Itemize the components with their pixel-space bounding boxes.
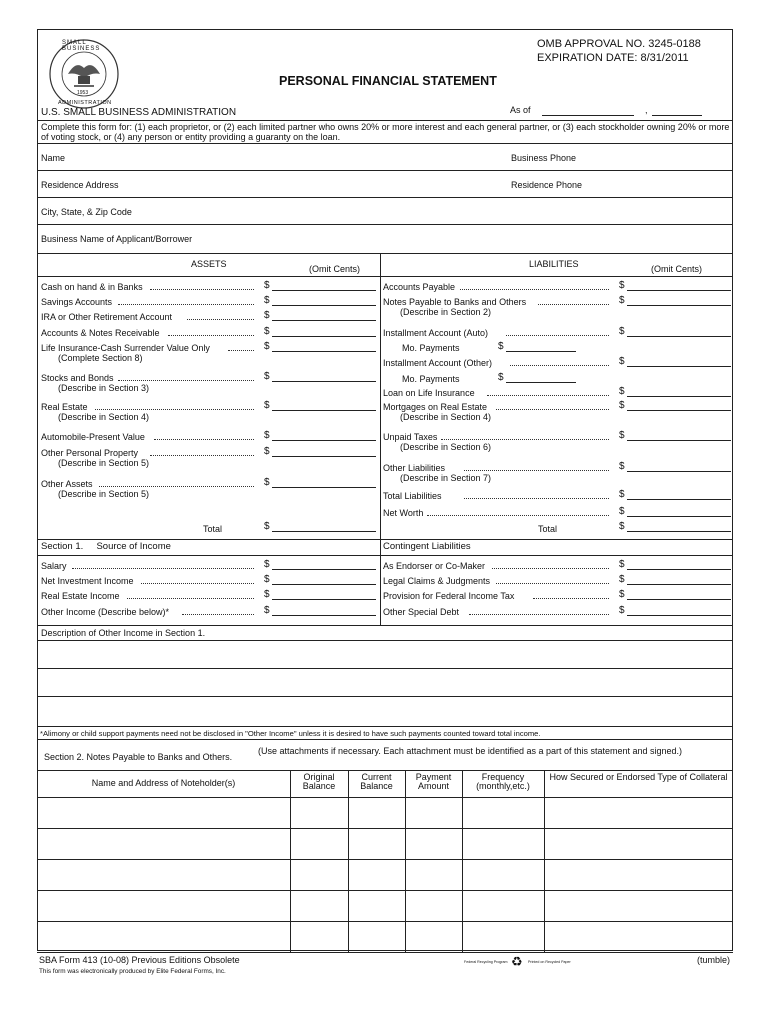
assets-rows-4-field[interactable]	[272, 351, 376, 352]
currency-symbol: $	[264, 605, 270, 616]
as-of-label: As of	[510, 105, 531, 115]
divider	[37, 170, 733, 171]
divider	[37, 555, 733, 556]
leader-dots	[506, 335, 609, 336]
currency-symbol: $	[619, 326, 625, 337]
leader-dots	[127, 598, 254, 599]
leader-dots	[150, 455, 254, 456]
table-cell[interactable]	[545, 829, 732, 858]
leader-dots	[154, 439, 254, 440]
liabilities-rows-9-label: Other Liabilities	[383, 463, 446, 473]
liabilities-rows-7-label: Mortgages on Real Estate	[383, 402, 488, 412]
assets-rows-9-sub: (Describe in Section 5)	[58, 489, 150, 499]
section1-row-3-field[interactable]	[272, 615, 376, 616]
instructions: Complete this form for: (1) each proprietor, or (2) each limited partner who owns 20% or more interest and each general partner, or (3) each stockholder owning 20% or more of voting stock, or (4) any person or entity providing a guaranty on the loan.	[41, 122, 730, 142]
liabilities-rows-9-sub: (Describe in Section 7)	[400, 473, 492, 483]
table-header-1: Original Balance	[302, 772, 336, 791]
leader-dots	[118, 304, 254, 305]
assets-rows-8-sub: (Describe in Section 5)	[58, 458, 150, 468]
assets-total-field[interactable]	[272, 531, 376, 532]
other-income-line-1[interactable]	[38, 641, 732, 668]
currency-symbol: $	[264, 521, 270, 532]
leader-dots	[533, 598, 609, 599]
currency-symbol: $	[264, 477, 270, 488]
table-cell[interactable]	[406, 891, 461, 920]
assets-rows-7-field[interactable]	[272, 440, 376, 441]
currency-symbol: $	[264, 559, 270, 570]
liabilities-rows-8-sub: (Describe in Section 6)	[400, 442, 492, 452]
currency-symbol: $	[264, 295, 270, 306]
leader-dots	[487, 395, 609, 396]
liabilities-total-field[interactable]	[627, 531, 731, 532]
divider	[37, 253, 733, 254]
table-cell[interactable]	[349, 829, 404, 858]
currency-symbol: $	[264, 280, 270, 291]
currency-symbol: $	[264, 371, 270, 382]
leader-dots	[427, 515, 609, 516]
liabilities-rows-11-label: Net Worth	[383, 508, 424, 518]
leader-dots	[95, 409, 254, 410]
assets-rows-6-sub: (Describe in Section 4)	[58, 412, 150, 422]
currency-symbol: $	[498, 372, 504, 383]
table-cell[interactable]	[291, 829, 347, 858]
divider	[37, 224, 733, 225]
section1-row-0-field[interactable]	[272, 569, 376, 570]
table-header-4: Frequency (monthly,etc.)	[476, 772, 530, 791]
table-cell[interactable]	[291, 798, 347, 827]
table-cell[interactable]	[349, 922, 404, 951]
residence-phone-label: Residence Phone	[511, 180, 583, 190]
section1-title: Section 1. Source of Income	[41, 541, 171, 552]
table-cell[interactable]	[291, 891, 347, 920]
assets-rows-5-label: Stocks and Bonds	[41, 373, 114, 383]
agency-name: U.S. SMALL BUSINESS ADMINISTRATION	[41, 107, 237, 118]
table-cell[interactable]	[463, 829, 543, 858]
table-cell[interactable]	[38, 798, 289, 827]
divider	[37, 739, 733, 740]
table-row-divider	[37, 952, 733, 953]
liabilities-rows-8-label: Unpaid Taxes	[383, 432, 438, 442]
other-income-line-3[interactable]	[38, 697, 732, 725]
table-cell[interactable]	[463, 922, 543, 951]
liabilities-rows-4-field[interactable]	[627, 366, 731, 367]
assets-rows-8-field[interactable]	[272, 456, 376, 457]
liabilities-rows-9-field[interactable]	[627, 471, 731, 472]
leader-dots	[141, 583, 254, 584]
liabilities-total-label: Total	[538, 524, 558, 534]
section1-row-1-label: Net Investment Income	[41, 576, 134, 586]
liabilities-rows-7-field[interactable]	[627, 410, 731, 411]
assets-rows-7-label: Automobile-Present Value	[41, 432, 145, 442]
currency-symbol: $	[264, 341, 270, 352]
assets-rows-4-sub: (Complete Section 8)	[58, 353, 143, 363]
contingent-row-1-field[interactable]	[627, 584, 731, 585]
liabilities-rows-6-field[interactable]	[627, 396, 731, 397]
table-cell[interactable]	[349, 860, 404, 889]
leader-dots	[469, 614, 609, 615]
expiration-date: EXPIRATION DATE: 8/31/2011	[537, 52, 689, 64]
contingent-row-2-field[interactable]	[627, 599, 731, 600]
contingent-row-3-field[interactable]	[627, 615, 731, 616]
table-cell[interactable]	[291, 860, 347, 889]
assets-rows-9-label: Other Assets	[41, 479, 93, 489]
divider	[37, 539, 733, 540]
liabilities-rows-2-label: Installment Account (Auto)	[383, 328, 489, 338]
assets-rows-9-field[interactable]	[272, 487, 376, 488]
business-phone-label: Business Phone	[511, 153, 577, 163]
divider	[37, 726, 733, 727]
currency-symbol: $	[264, 430, 270, 441]
table-cell[interactable]	[406, 922, 461, 951]
liabilities-rows-1-sub: (Describe in Section 2)	[400, 307, 492, 317]
assets-rows-3-label: Accounts & Notes Receivable	[41, 328, 160, 338]
table-header-0: Name and Address of Noteholder(s)	[91, 778, 236, 788]
currency-symbol: $	[619, 605, 625, 616]
section1-row-2-label: Real Estate Income	[41, 591, 120, 601]
leader-dots	[496, 583, 609, 584]
table-cell[interactable]	[38, 891, 289, 920]
leader-dots	[168, 335, 254, 336]
currency-symbol: $	[619, 589, 625, 600]
as-of-date-field[interactable]	[542, 115, 634, 116]
currency-symbol: $	[619, 400, 625, 411]
assets-rows-1-label: Savings Accounts	[41, 297, 113, 307]
currency-symbol: $	[264, 326, 270, 337]
currency-symbol: $	[619, 295, 625, 306]
omb-approval: OMB APPROVAL NO. 3245-0188	[537, 38, 701, 50]
leader-dots	[464, 470, 609, 471]
liabilities-rows-10-label: Total Liabilities	[383, 491, 442, 501]
liabilities-omit-cents: (Omit Cents)	[651, 264, 703, 274]
table-cell[interactable]	[406, 829, 461, 858]
divider	[37, 276, 733, 277]
table-cell[interactable]	[463, 891, 543, 920]
leader-dots	[460, 289, 609, 290]
seal-year: 1953	[77, 90, 89, 96]
liabilities-rows-11-field[interactable]	[627, 516, 731, 517]
divider	[37, 197, 733, 198]
currency-symbol: $	[619, 430, 625, 441]
residence-address-label: Residence Address	[41, 180, 119, 190]
business-name-label: Business Name of Applicant/Borrower	[41, 234, 193, 244]
liabilities-rows-1-field[interactable]	[627, 305, 731, 306]
liabilities-rows-0-label: Accounts Payable	[383, 282, 456, 292]
table-cell[interactable]	[545, 798, 732, 827]
currency-symbol: $	[264, 574, 270, 585]
currency-symbol: $	[264, 589, 270, 600]
recycle-right-text: Printed on Recycled Paper	[528, 960, 571, 964]
table-cell[interactable]	[545, 891, 732, 920]
contingent-row-3-label: Other Special Debt	[383, 607, 460, 617]
table-cell[interactable]	[406, 860, 461, 889]
assets-omit-cents: (Omit Cents)	[309, 264, 361, 274]
producer-note: This form was electronically produced by Elite Federal Forms, Inc.	[39, 968, 226, 975]
seal-top-text: SMALL BUSINESS	[62, 40, 101, 52]
liabilities-rows-6-label: Loan on Life Insurance	[383, 388, 475, 398]
sba-seal	[48, 38, 120, 110]
name-label: Name	[41, 153, 66, 163]
currency-symbol: $	[619, 280, 625, 291]
liabilities-rows-0-field[interactable]	[627, 290, 731, 291]
table-header-3: Payment Amount	[415, 772, 452, 791]
other-income-desc-label: Description of Other Income in Section 1.	[41, 628, 206, 638]
table-cell[interactable]	[349, 798, 404, 827]
contingent-row-1-label: Legal Claims & Judgments	[383, 576, 491, 586]
recycle-icon: ♻	[511, 954, 523, 969]
currency-symbol: $	[619, 506, 625, 517]
leader-dots	[72, 568, 254, 569]
currency-symbol: $	[619, 574, 625, 585]
section2-note: (Use attachments if necessary. Each attachment must be identified as a part of this statement and signed.)	[258, 746, 683, 756]
divider	[37, 770, 733, 771]
leader-dots	[510, 365, 609, 366]
contingent-row-2-label: Provision for Federal Income Tax	[383, 591, 515, 601]
leader-dots	[496, 409, 609, 410]
table-cell[interactable]	[38, 922, 289, 951]
liabilities-rows-3-label: Mo. Payments	[402, 343, 460, 353]
currency-symbol: $	[619, 521, 625, 532]
leader-dots	[464, 498, 609, 499]
tumble-label: (tumble)	[697, 955, 731, 965]
table-cell[interactable]	[545, 922, 732, 951]
currency-symbol: $	[264, 446, 270, 457]
leader-dots	[99, 486, 254, 487]
as-of-year-field[interactable]	[652, 115, 702, 116]
table-cell[interactable]	[38, 860, 289, 889]
leader-dots	[182, 614, 254, 615]
currency-symbol: $	[498, 341, 504, 352]
liabilities-rows-2-field[interactable]	[627, 336, 731, 337]
form-id: SBA Form 413 (10-08) Previous Editions Obsolete	[39, 955, 240, 965]
currency-symbol: $	[619, 356, 625, 367]
table-header-2: Current Balance	[360, 772, 393, 791]
table-cell[interactable]	[291, 922, 347, 951]
liabilities-rows-5-field[interactable]	[506, 382, 576, 383]
liabilities-header: LIABILITIES	[529, 259, 579, 269]
currency-symbol: $	[264, 310, 270, 321]
city-state-zip-label: City, State, & Zip Code	[41, 207, 132, 217]
column-divider	[380, 253, 381, 625]
liabilities-rows-4-label: Installment Account (Other)	[383, 358, 493, 368]
assets-rows-1-field[interactable]	[272, 305, 376, 306]
assets-rows-2-field[interactable]	[272, 320, 376, 321]
liabilities-rows-8-field[interactable]	[627, 440, 731, 441]
assets-total-label: Total	[203, 524, 223, 534]
seal-bottom-text: ADMINISTRATION	[58, 100, 112, 106]
recycle-left-text: Federal Recycling Program	[464, 960, 508, 964]
assets-rows-0-label: Cash on hand & in Banks	[41, 282, 143, 292]
assets-rows-4-label: Life Insurance-Cash Surrender Value Only	[41, 343, 210, 353]
divider	[37, 120, 733, 121]
liabilities-rows-7-sub: (Describe in Section 4)	[400, 412, 492, 422]
divider	[37, 625, 733, 626]
leader-dots	[187, 319, 254, 320]
table-cell[interactable]	[463, 860, 543, 889]
liabilities-rows-5-label: Mo. Payments	[402, 374, 460, 384]
assets-rows-0-field[interactable]	[272, 290, 376, 291]
section1-row-2-field[interactable]	[272, 599, 376, 600]
assets-rows-5-sub: (Describe in Section 3)	[58, 383, 150, 393]
table-cell[interactable]	[545, 860, 732, 889]
contingent-title: Contingent Liabilities	[383, 541, 471, 552]
assets-rows-3-field[interactable]	[272, 336, 376, 337]
assets-rows-6-label: Real Estate	[41, 402, 88, 412]
page-title: PERSONAL FINANCIAL STATEMENT	[279, 74, 497, 88]
leader-dots	[538, 304, 609, 305]
section2-title: Section 2. Notes Payable to Banks and Others.	[44, 752, 233, 762]
leader-dots	[492, 568, 609, 569]
other-income-line-2[interactable]	[38, 669, 732, 696]
alimony-note: *Alimony or child support payments need not be disclosed in "Other Income" unless it is desired to have such payments counted toward total income.	[40, 729, 541, 738]
contingent-row-0-label: As Endorser or Co-Maker	[383, 561, 486, 571]
currency-symbol: $	[619, 489, 625, 500]
liabilities-rows-1-label: Notes Payable to Banks and Others	[383, 297, 527, 307]
leader-dots	[441, 439, 609, 440]
leader-dots	[150, 289, 254, 290]
table-cell[interactable]	[349, 891, 404, 920]
assets-header: ASSETS	[191, 259, 227, 269]
assets-rows-6-field[interactable]	[272, 410, 376, 411]
table-cell[interactable]	[38, 829, 289, 858]
contingent-row-0-field[interactable]	[627, 569, 731, 570]
section1-row-3-label: Other Income (Describe below)*	[41, 607, 170, 617]
table-header-5: How Secured or Endorsed Type of Collateral	[549, 772, 728, 782]
table-cell[interactable]	[406, 798, 461, 827]
currency-symbol: $	[619, 559, 625, 570]
liabilities-rows-10-field[interactable]	[627, 499, 731, 500]
section1-row-0-label: Salary	[41, 561, 67, 571]
assets-rows-8-label: Other Personal Property	[41, 448, 139, 458]
assets-rows-5-field[interactable]	[272, 381, 376, 382]
as-of-comma: ,	[645, 105, 648, 115]
section1-row-1-field[interactable]	[272, 584, 376, 585]
liabilities-rows-3-field[interactable]	[506, 351, 576, 352]
currency-symbol: $	[619, 461, 625, 472]
divider	[37, 143, 733, 144]
table-cell[interactable]	[463, 798, 543, 827]
currency-symbol: $	[619, 386, 625, 397]
currency-symbol: $	[264, 400, 270, 411]
assets-rows-2-label: IRA or Other Retirement Account	[41, 312, 173, 322]
leader-dots	[118, 380, 254, 381]
leader-dots	[228, 350, 254, 351]
